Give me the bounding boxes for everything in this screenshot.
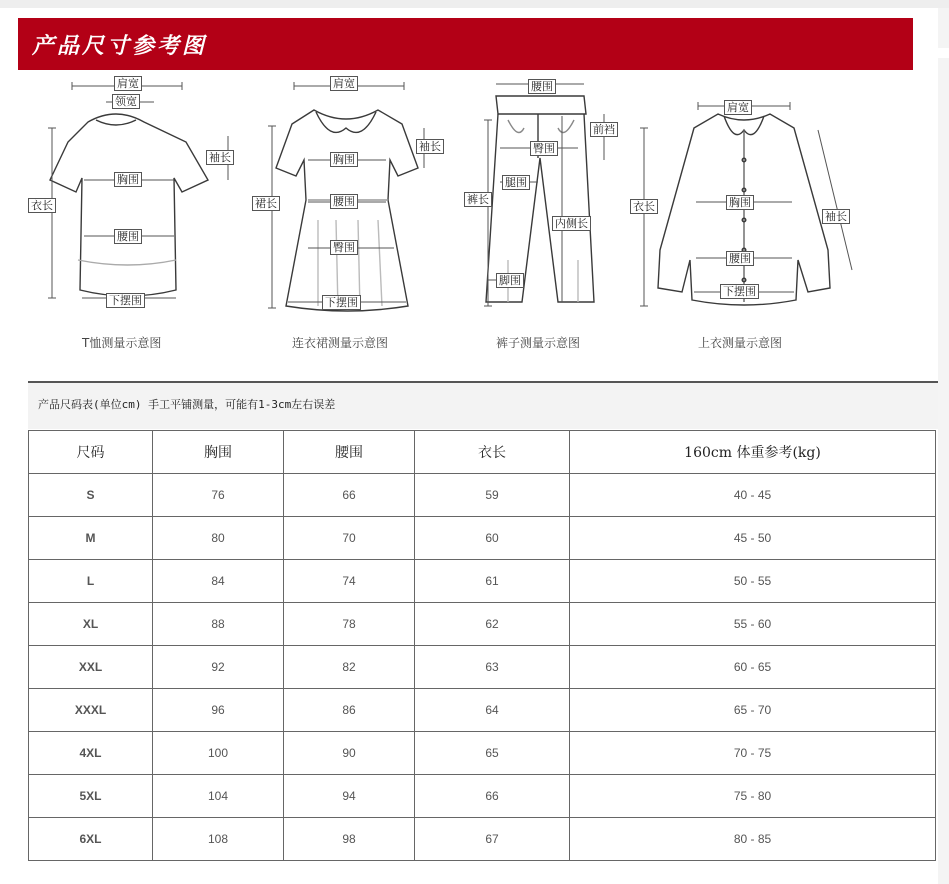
label-hem: 下摆围	[106, 293, 145, 308]
cell-size: L	[29, 560, 153, 603]
cell-weight: 60 - 65	[570, 646, 936, 689]
cell-weight: 50 - 55	[570, 560, 936, 603]
label-inseam: 内侧长	[552, 216, 591, 231]
label-shoulder-width: 肩宽	[330, 76, 358, 91]
label-leg-opening: 脚围	[496, 273, 524, 288]
cell-chest: 76	[153, 474, 284, 517]
cell-length: 65	[415, 732, 570, 775]
cell-size: M	[29, 517, 153, 560]
label-waist: 腰围	[528, 79, 556, 94]
cell-length: 59	[415, 474, 570, 517]
cell-length: 63	[415, 646, 570, 689]
label-waist: 腰围	[114, 229, 142, 244]
label-hem: 下摆围	[322, 295, 361, 310]
cell-chest: 84	[153, 560, 284, 603]
label-thigh: 腿围	[502, 175, 530, 190]
cell-waist: 86	[284, 689, 415, 732]
garment-sketches	[18, 70, 938, 370]
cell-weight: 65 - 70	[570, 689, 936, 732]
cell-waist: 74	[284, 560, 415, 603]
cell-chest: 80	[153, 517, 284, 560]
label-chest: 胸围	[330, 152, 358, 167]
table-row	[29, 775, 936, 818]
tshirt-sketch	[50, 114, 208, 296]
table-header-row	[29, 431, 936, 474]
cell-length: 67	[415, 818, 570, 861]
banner-title: 产品尺寸参考图	[32, 33, 208, 59]
label-pants-length: 裤长	[464, 192, 492, 207]
cell-chest: 92	[153, 646, 284, 689]
label-length: 衣长	[630, 199, 658, 214]
table-row	[29, 517, 936, 560]
title-banner	[18, 18, 913, 70]
cell-weight: 55 - 60	[570, 603, 936, 646]
label-length: 衣长	[28, 198, 56, 213]
table-row	[29, 689, 936, 732]
cell-length: 60	[415, 517, 570, 560]
cell-size: S	[29, 474, 153, 517]
cell-size: 4XL	[29, 732, 153, 775]
header-chest: 胸围	[153, 431, 284, 474]
label-waist: 腰围	[330, 194, 358, 209]
right-edge-strip	[938, 8, 949, 884]
jacket-caption: 上衣测量示意图	[698, 336, 783, 350]
cell-weight: 45 - 50	[570, 517, 936, 560]
cell-waist: 98	[284, 818, 415, 861]
cell-weight: 75 - 80	[570, 775, 936, 818]
cell-length: 66	[415, 775, 570, 818]
cell-chest: 96	[153, 689, 284, 732]
table-row	[29, 732, 936, 775]
table-row	[29, 474, 936, 517]
header-waist: 腰围	[284, 431, 415, 474]
cell-size: XL	[29, 603, 153, 646]
cell-weight: 80 - 85	[570, 818, 936, 861]
header-length: 衣长	[415, 431, 570, 474]
measurement-diagrams	[18, 70, 938, 370]
label-hip: 臀围	[530, 141, 558, 156]
cell-waist: 78	[284, 603, 415, 646]
cell-chest: 104	[153, 775, 284, 818]
size-note-bar	[28, 383, 938, 429]
label-sleeve-length: 袖长	[416, 139, 444, 154]
cell-chest: 100	[153, 732, 284, 775]
label-sleeve-length: 袖长	[822, 209, 850, 224]
cell-chest: 88	[153, 603, 284, 646]
cell-waist: 66	[284, 474, 415, 517]
label-chest: 胸围	[726, 195, 754, 210]
header-weight-ref: 160cm 体重参考(kg)	[570, 431, 936, 474]
cell-length: 61	[415, 560, 570, 603]
label-waist: 腰围	[726, 251, 754, 266]
cell-waist: 70	[284, 517, 415, 560]
size-table	[28, 430, 936, 861]
cell-waist: 94	[284, 775, 415, 818]
label-shoulder-width: 肩宽	[114, 76, 142, 91]
cell-length: 64	[415, 689, 570, 732]
cell-length: 62	[415, 603, 570, 646]
header-size: 尺码	[29, 431, 153, 474]
cell-chest: 108	[153, 818, 284, 861]
label-shoulder-width: 肩宽	[724, 100, 752, 115]
cell-size: XXL	[29, 646, 153, 689]
top-strip	[0, 0, 949, 8]
cell-size: 6XL	[29, 818, 153, 861]
pants-sketch	[486, 96, 594, 302]
label-sleeve-length: 袖长	[206, 150, 234, 165]
label-neck-width: 领宽	[112, 94, 140, 109]
label-chest: 胸围	[114, 172, 142, 187]
table-row	[29, 560, 936, 603]
label-hem: 下摆围	[720, 284, 759, 299]
table-row	[29, 603, 936, 646]
label-skirt-length: 裙长	[252, 196, 280, 211]
size-note: 产品尺码表(单位cm) 手工平铺测量，可能有1-3cm左右误差	[38, 398, 336, 411]
pants-caption: 裤子测量示意图	[496, 336, 581, 350]
cell-waist: 90	[284, 732, 415, 775]
cell-size: XXXL	[29, 689, 153, 732]
table-row	[29, 646, 936, 689]
cell-weight: 40 - 45	[570, 474, 936, 517]
cell-size: 5XL	[29, 775, 153, 818]
tshirt-caption: T恤测量示意图	[82, 336, 162, 350]
cell-weight: 70 - 75	[570, 732, 936, 775]
label-hip: 臀围	[330, 240, 358, 255]
table-row	[29, 818, 936, 861]
cell-waist: 82	[284, 646, 415, 689]
label-front-rise: 前裆	[590, 122, 618, 137]
dress-caption: 连衣裙测量示意图	[292, 336, 389, 350]
dress-sketch	[276, 110, 418, 311]
